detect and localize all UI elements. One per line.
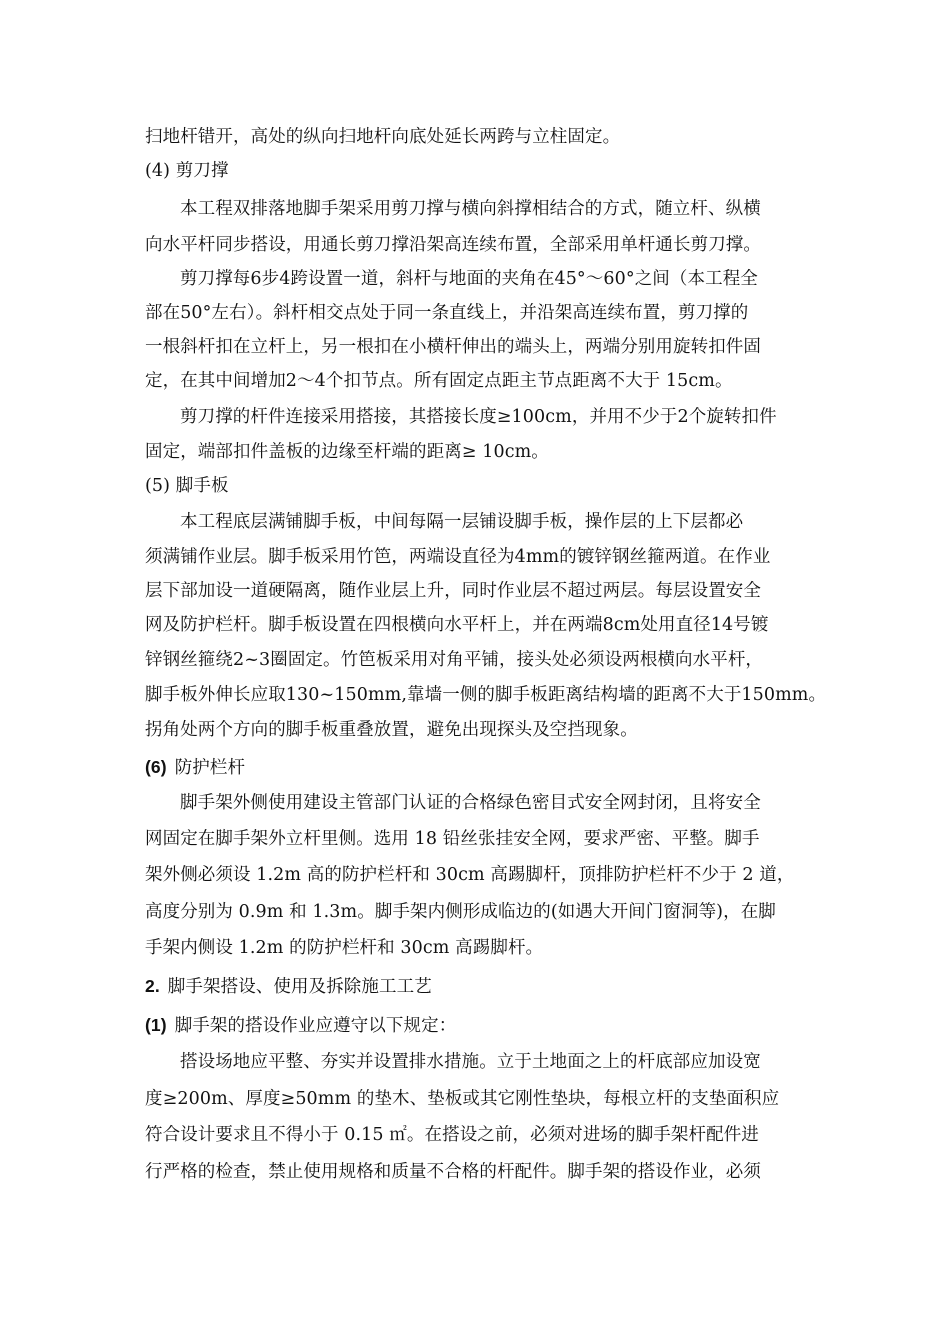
text-line: 搭设场地应平整、夯实并设置排水措施。立于土地面之上的杆底部应加设宽 [180, 1052, 761, 1072]
section-heading-scissor-brace: (4) 剪刀撑 [145, 161, 229, 181]
text-line: 脚手架外侧使用建设主管部门认证的合格绿色密目式安全网封闭，且将安全 [180, 793, 761, 813]
text-line: 扫地杆错开，高处的纵向扫地杆向底处延长两跨与立柱固定。 [145, 127, 621, 147]
text-line: 高度分别为 0.9m 和 1.3m。脚手架内侧形成临边的(如遇大开间门窗洞等)，在脚 [145, 902, 776, 922]
text-line: 网及防护栏杆。脚手板设置在四根横向水平杆上，并在两端8cm处用直径14号镀 [145, 615, 769, 635]
text-line: 向水平杆同步搭设，用通长剪刀撑沿架高连续布置，全部采用单杆通长剪刀撑。 [145, 235, 761, 255]
section-title: 脚手架的搭设作业应遵守以下规定： [174, 1016, 457, 1036]
text-line: 锌钢丝箍绕2~3圈固定。竹笆板采用对角平铺，接头处必须设两根横向水平杆， [145, 650, 764, 670]
text-line: 部在50°左右）。斜杆相交点处于同一条直线上，并沿架高连续布置，剪刀撑的 [145, 303, 749, 323]
text-line: 架外侧必须设 1.2m 高的防护栏杆和 30cm 高踢脚杆，顶排防护栏杆不少于 2 道， [145, 865, 795, 885]
section-heading-construction-process [145, 969, 432, 1003]
text-line: 脚手板外伸长应取130~150mm,靠墙一侧的脚手板距离结构墙的距离不大于150mm。 [145, 685, 827, 705]
text-line: 本工程双排落地脚手架采用剪刀撑与横向斜撑相结合的方式，随立杆、纵横 [180, 199, 761, 219]
text-line: 剪刀撑每6步4跨设置一道，斜杆与地面的夹角在45°～60°之间（本工程全 [180, 269, 758, 289]
text-line: 须满铺作业层。脚手板采用竹笆，两端设直径为4mm的镀锌钢丝箍两道。在作业 [145, 547, 771, 567]
text-line: 层下部加设一道硬隔离，随作业层上升，同时作业层不超过两层。每层设置安全 [145, 581, 761, 601]
section-title: 防护栏杆 [174, 758, 246, 778]
section-number: 2. [145, 976, 160, 996]
text-line: 剪刀撑的杆件连接采用搭接，其搭接长度≥100cm，并用不少于2个旋转扣件 [180, 407, 777, 427]
section-heading-scaffold-board: (5) 脚手板 [145, 476, 229, 496]
text-line: 一根斜杆扣在立杆上，另一根扣在小横杆伸出的端头上，两端分别用旋转扣件固 [145, 337, 761, 357]
text-line: 拐角处两个方向的脚手板重叠放置，避免出现探头及空挡现象。 [145, 720, 638, 740]
section-heading-erection-rules [145, 1008, 456, 1042]
text-line: 网固定在脚手架外立杆里侧。选用 18 铅丝张挂安全网，要求严密、平整。脚手 [145, 829, 760, 849]
text-line: 固定，端部扣件盖板的边缘至杆端的距离≥ 10cm。 [145, 442, 549, 462]
text-line: 度≥200m、厚度≥50mm 的垫木、垫板或其它刚性垫块，每根立杆的支垫面积应 [145, 1089, 780, 1109]
text-line: 定，在其中间增加2～4个扣节点。所有固定点距主节点距离不大于 15cm。 [145, 371, 733, 391]
text-line: 符合设计要求且不得小于 0.15 ㎡。在搭设之前，必须对进场的脚手架杆配件进 [145, 1125, 759, 1145]
section-heading-guardrail [145, 750, 245, 784]
text-line: 本工程底层满铺脚手板，中间每隔一层铺设脚手板，操作层的上下层都必 [180, 512, 744, 532]
text-line: 行严格的检查，禁止使用规格和质量不合格的杆配件。脚手架的搭设作业，必须 [145, 1162, 761, 1182]
section-number: (6) [145, 757, 167, 777]
section-number: (1) [145, 1015, 167, 1035]
section-title: 脚手架搭设、使用及拆除施工工艺 [167, 977, 432, 997]
text-line: 手架内侧设 1.2m 的防护栏杆和 30cm 高踢脚杆。 [145, 938, 544, 958]
